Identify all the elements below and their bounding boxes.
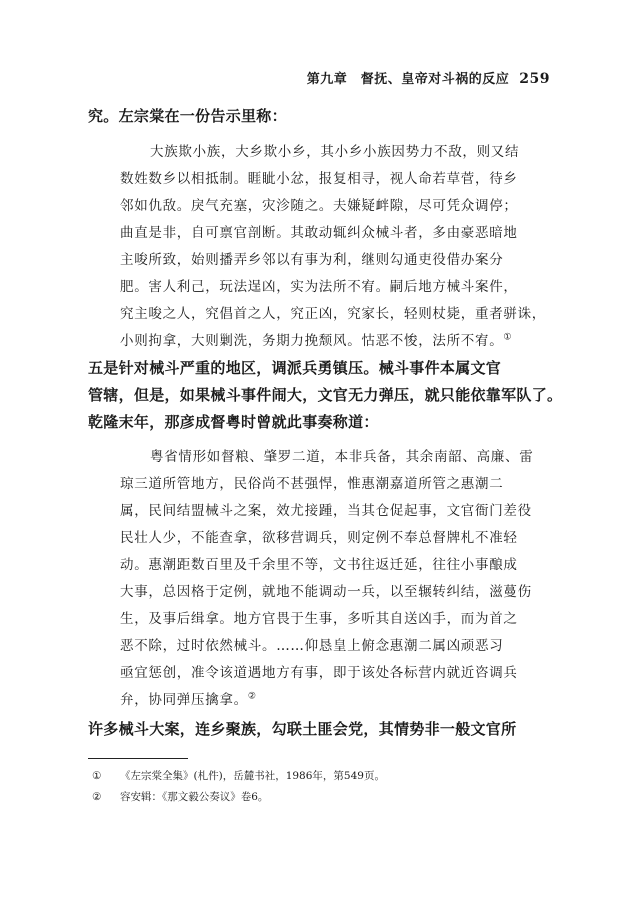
quote1-line xyxy=(120,329,512,349)
quote1-line: 究主唆之人，究倡首之人，究正凶，究家长，轻则杖毙，重者骈诛， xyxy=(120,306,546,322)
quote2-line xyxy=(120,688,257,708)
footnote-mark: ① xyxy=(92,770,102,782)
quote2-line: 恶不除，过时依然械斗。……仰恳皇上俯念惠潮二属凶顽恶习 xyxy=(120,638,504,654)
footnote-ref-2: ② xyxy=(247,691,257,702)
para2-line: 管辖，但是，如果械斗事件闹大，文官无力弹压，就只能依靠军队了。 xyxy=(88,386,563,404)
quote1-line: 曲直是非，自可禀官剖断。其敢动辄纠众械斗者，多由豪恶暗地 xyxy=(120,225,518,241)
intro-line: 究。左宗棠在一份告示里称： xyxy=(88,107,287,125)
para3-line: 许多械斗大案，连乡聚族，勾联土匪会党，其情势非一般文官所 xyxy=(88,720,517,738)
quote2-line: 民壮人少，不能查拿，欲移营调兵，则定例不奉总督牌札不准轻 xyxy=(120,530,518,546)
quote1-text: 小则拘拿，大则剿洗，务期力挽颓风。怙恶不悛，法所不宥。 xyxy=(120,333,504,349)
footnote-ref-1: ① xyxy=(503,332,513,343)
quote2-line: 属，民间结盟械斗之案，效尤接踵，当其仓促起事，文官衙门差役 xyxy=(120,503,532,519)
quote2-line: 生，及事后缉拿。地方官畏于生事，多听其自送凶手，而为首之 xyxy=(120,611,518,627)
quote2-line: 大事，总因格于定例，就地不能调动一兵，以至辗转纠结，滋蔓伤 xyxy=(120,584,532,600)
quote1-line: 数姓数乡以相抵制。睚眦小忿，报复相寻，视人命若草菅，待乡 xyxy=(120,171,518,187)
quote1-line: 肥。害人利己，玩法逞凶，实为法所不宥。嗣后地方械斗案件， xyxy=(120,279,518,295)
quote2-line: 粤省情形如督粮、肇罗二道，本非兵备，其余南韶、高廉、雷 xyxy=(150,449,534,465)
running-header xyxy=(300,68,550,87)
footnote-text: 容安辑：《那文毅公奏议》卷6。 xyxy=(120,791,269,803)
quote1-line: 邻如仇敌。戾气充塞，灾沴随之。夫嫌疑衅隙，尽可凭众调停； xyxy=(120,198,518,214)
quote1-line: 大族欺小族，大乡欺小乡，其小乡小族因势力不敌，则又结 xyxy=(150,144,520,160)
para2-line: 五是针对械斗严重的地区，调派兵勇镇压。械斗事件本属文官 xyxy=(88,359,502,377)
footnote-text: 《左宗棠全集》(札件)，岳麓书社，1986年，第549页。 xyxy=(120,770,385,782)
quote2-line: 亟宜惩创，准令该道遇地方有事，即于该处各标营内就近咨调兵 xyxy=(120,665,518,681)
quote2-line: 动。惠潮距数百里及千余里不等，文书往返迁延，往往小事酿成 xyxy=(120,557,518,573)
chapter-title: 第九章 督抚、皇帝对斗祸的反应 xyxy=(306,72,510,87)
footnote-2 xyxy=(92,789,268,804)
page-number: 259 xyxy=(519,71,550,87)
footnote-divider xyxy=(88,758,188,759)
footnote-1 xyxy=(92,768,385,783)
quote2-line: 琼三道所管地方，民俗尚不甚强悍，惟惠潮嘉道所管之惠潮二 xyxy=(120,476,504,492)
footnote-mark: ② xyxy=(92,791,102,803)
para2-line: 乾隆末年，那彦成督粤时曾就此事奏称道： xyxy=(88,413,379,431)
quote1-line: 主唆所致，始则播弄乡邻以有事为利，继则勾通吏役借办案分 xyxy=(120,252,504,268)
quote2-text: 弁，协同弹压擒拿。 xyxy=(120,692,248,708)
